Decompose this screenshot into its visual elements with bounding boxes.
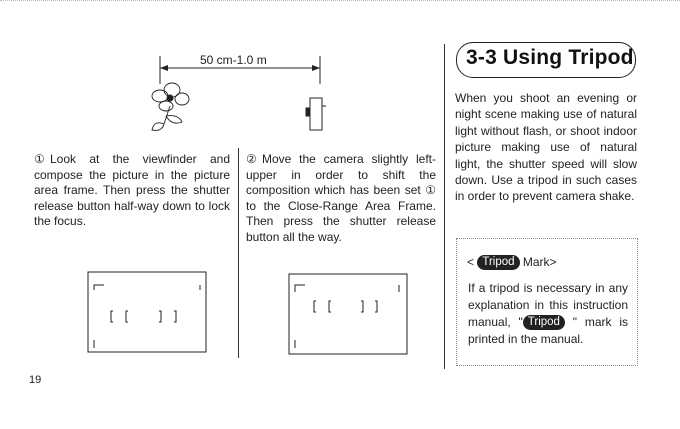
- top-edge-rule: [0, 0, 680, 5]
- section-intro: When you shoot an evening or night scene making use of natural light without flash, or shoot indoor picture making use of natural light, the shutter speed will slow down. Use a tripod in such cases in order to prevent camera shake.: [455, 91, 637, 204]
- distance-diagram: [140, 44, 340, 144]
- mark-label: Mark>: [522, 255, 557, 269]
- step-2-text: Move the camera slightly left-upper in order to shift the composition which has been set ① to the Close-Range Area Frame. Then press the shutter release button all the way.: [246, 152, 436, 244]
- note-text-after: " mark is printed in the manual.: [468, 315, 628, 346]
- section-divider: [444, 44, 445, 369]
- distance-label: 50 cm-1.0 m: [200, 53, 267, 67]
- step-1: [34, 152, 230, 230]
- tripod-badge: Tripod: [477, 255, 519, 270]
- mark-open-bracket: <: [467, 255, 475, 269]
- flower-icon: [152, 83, 189, 130]
- page-number: 19: [29, 374, 42, 386]
- step-1-text: Look at the viewfinder and compose the picture in the picture area frame. Then press the shutter release button half-way down to lock the focus.: [34, 152, 230, 229]
- af-frame-marks: [111, 311, 176, 322]
- tripod-mark-heading: [467, 255, 557, 270]
- section-title: 3-3 Using Tripod: [466, 46, 634, 69]
- af-frame-marks: [314, 301, 377, 312]
- camera-icon: [306, 98, 326, 130]
- viewfinder-frame-2: [287, 272, 409, 356]
- step-1-number: ①: [34, 152, 45, 166]
- column-divider: [238, 148, 239, 358]
- tripod-badge-inline: Tripod: [523, 315, 565, 330]
- viewfinder-frame-1: [86, 270, 208, 354]
- note-text-before: If a tripod is necessary in any explanation in this instruction manual, ": [468, 281, 628, 329]
- step-2-number: ②: [246, 152, 257, 166]
- tripod-mark-text: [468, 280, 628, 348]
- step-2: [246, 152, 436, 246]
